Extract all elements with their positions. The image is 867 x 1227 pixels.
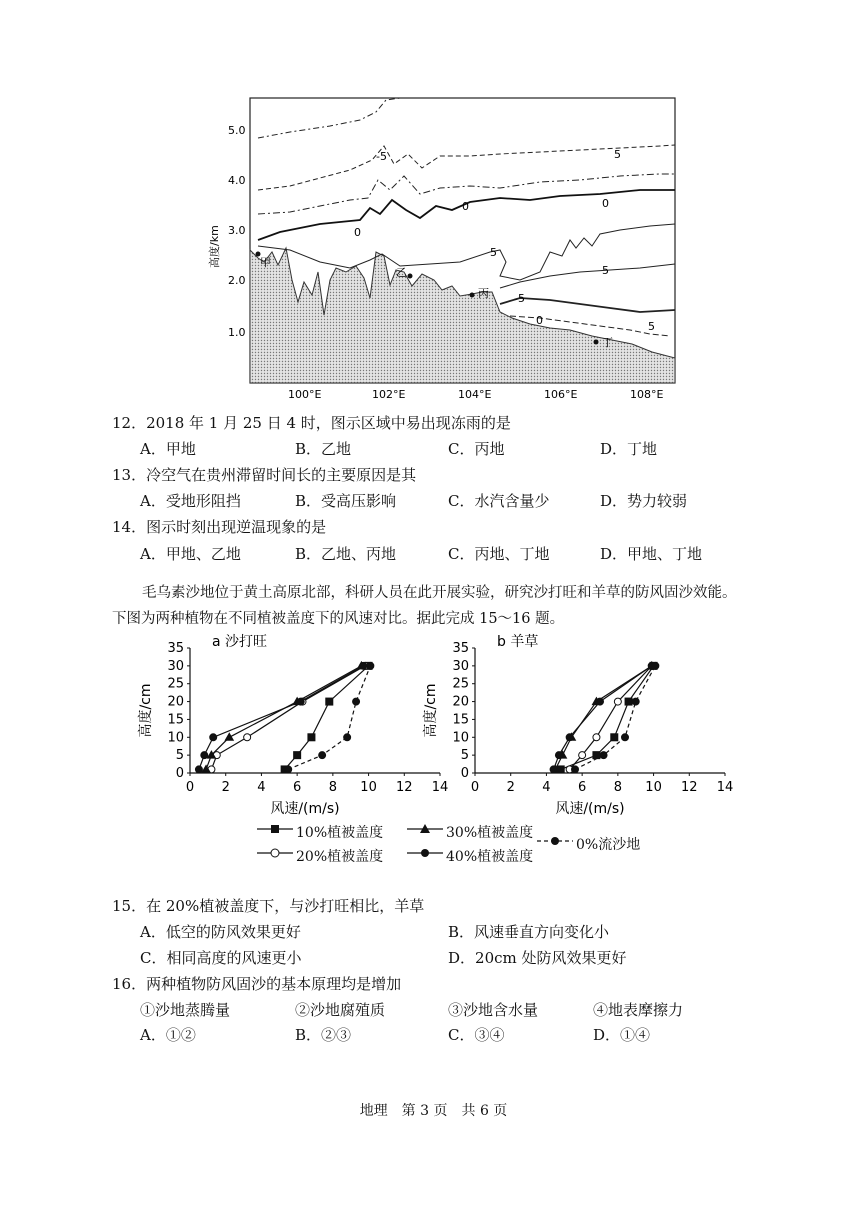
- legend-swatch-40: [405, 846, 445, 860]
- y-tick-label: 10: [167, 730, 184, 746]
- chart-yangcao: [415, 628, 755, 828]
- intro-line-1: 毛乌素沙地位于黄土高原北部，科研人员在此开展实验，研究沙打旺和羊草的防风固沙效能。: [142, 585, 737, 601]
- terrain-area: [250, 248, 675, 383]
- data-point: [201, 752, 208, 759]
- data-point: [210, 734, 217, 741]
- contour-label: 5: [648, 320, 655, 333]
- x-tick-label: 8: [613, 780, 622, 795]
- legend-swatch-0: [535, 834, 575, 848]
- contour-label: 5: [614, 148, 621, 161]
- x-tick-label: 6: [293, 780, 302, 795]
- data-point: [319, 752, 326, 759]
- contour-label: 0: [354, 226, 361, 239]
- contour-label: 5: [602, 264, 609, 277]
- data-point: [550, 766, 557, 773]
- q14-option-d[interactable]: D．甲地、丁地: [600, 545, 703, 563]
- data-point: [225, 733, 233, 740]
- x-tick: 100°E: [288, 388, 322, 401]
- question-12-stem: 12．2018 年 1 月 25 日 4 时，图示区域中易出现冻雨的是: [112, 414, 511, 432]
- q12-option-c[interactable]: C．丙地: [448, 440, 505, 458]
- data-point: [344, 734, 351, 741]
- y-tick-label: 20: [452, 694, 469, 710]
- data-point: [367, 662, 374, 669]
- site-label-jia: 甲: [260, 256, 271, 269]
- chart-shadawang: [130, 628, 460, 828]
- data-point: [326, 698, 333, 705]
- x-tick-label: 10: [645, 780, 662, 795]
- q16-item-3: ③沙地含水量: [448, 1001, 539, 1019]
- y-tick: 2.0: [228, 274, 246, 287]
- data-point: [297, 698, 304, 705]
- q12-option-a[interactable]: A．甲地: [140, 440, 196, 458]
- contour-line: [500, 298, 675, 312]
- contour-label: 5: [490, 246, 497, 259]
- x-tick-label: 0: [185, 780, 195, 795]
- data-point: [294, 752, 301, 759]
- x-tick-label: 4: [542, 780, 551, 795]
- y-tick-label: 15: [167, 712, 184, 728]
- data-point: [360, 662, 367, 669]
- y-tick-label: 30: [452, 658, 469, 674]
- series-line: [211, 666, 365, 770]
- data-point: [597, 698, 604, 705]
- data-point: [566, 734, 573, 741]
- q15-option-a[interactable]: A．低空的防风效果更好: [140, 923, 301, 941]
- legend-label-30: 30%植被盖度: [446, 825, 534, 841]
- data-point: [593, 734, 600, 741]
- y-tick-label: 10: [452, 730, 469, 746]
- contour-line: [258, 190, 675, 240]
- y-tick-label: 35: [452, 641, 469, 656]
- legend-swatch-20: [255, 846, 295, 860]
- q16-item-1: ①沙地蒸腾量: [140, 1001, 231, 1019]
- q12-option-d[interactable]: D．丁地: [600, 440, 658, 458]
- legend-swatch-30: [405, 822, 445, 836]
- legend-label-40: 40%植被盖度: [446, 849, 534, 865]
- data-point: [579, 752, 586, 759]
- site-marker-yi: [408, 274, 413, 279]
- x-tick-label: 8: [328, 780, 337, 795]
- contour-label: -5: [376, 150, 387, 163]
- y-tick-label: 25: [167, 676, 184, 692]
- data-point: [285, 766, 292, 773]
- data-point: [614, 698, 621, 705]
- y-tick-label: 35: [167, 641, 184, 656]
- data-point: [593, 752, 600, 759]
- x-axis-label: 风速/(m/s): [555, 801, 625, 817]
- data-point: [611, 734, 618, 741]
- chart-title: a 沙打旺: [212, 634, 268, 650]
- q14-option-c[interactable]: C．丙地、丁地: [448, 545, 550, 563]
- y-tick-label: 25: [452, 676, 469, 692]
- intro-line-2: 下图为两种植物在不同植被盖度下的风速对比。据此完成 15～16 题。: [112, 611, 565, 627]
- question-15-stem: 15．在 20%植被盖度下，与沙打旺相比，羊草: [112, 897, 425, 915]
- question-13-stem: 13．冷空气在贵州滞留时间长的主要原因是其: [112, 466, 417, 484]
- x-tick: 106°E: [544, 388, 578, 401]
- x-tick-label: 6: [578, 780, 587, 795]
- site-label-bing: 丙: [478, 287, 489, 300]
- legend-label-0: 0%流沙地: [576, 837, 641, 853]
- y-axis-label: 高度/cm: [423, 683, 439, 738]
- y-tick-label: 15: [452, 712, 469, 728]
- page-footer: 地理 第 3 页 共 6 页: [359, 1103, 508, 1119]
- data-point: [308, 734, 315, 741]
- q16-option-d[interactable]: D．①④: [593, 1026, 651, 1044]
- x-tick-label: 14: [431, 780, 449, 795]
- x-tick-label: 2: [506, 780, 515, 795]
- y-tick-label: 20: [167, 694, 184, 710]
- legend-swatch-10: [255, 822, 295, 836]
- question-14-stem: 14．图示时刻出现逆温现象的是: [112, 518, 327, 536]
- q13-option-c[interactable]: C．水汽含量少: [448, 492, 550, 510]
- q16-option-c[interactable]: C．③④: [448, 1026, 505, 1044]
- data-point: [195, 766, 202, 773]
- q16-option-a[interactable]: A．①②: [140, 1026, 196, 1044]
- site-label-ding: 丁: [602, 336, 613, 349]
- legend-label-10: 10%植被盖度: [296, 825, 384, 841]
- q13-option-d[interactable]: D．势力较弱: [600, 492, 688, 510]
- site-marker-ding: [594, 340, 599, 345]
- y-tick-label: 0: [175, 766, 184, 781]
- y-tick-label: 5: [175, 748, 184, 764]
- x-tick: 102°E: [372, 388, 406, 401]
- contour-label: -5: [514, 292, 525, 305]
- cross-section-figure: [200, 90, 690, 410]
- x-tick-label: 10: [360, 780, 377, 795]
- x-tick-label: 4: [257, 780, 266, 795]
- x-tick-label: 0: [470, 780, 480, 795]
- q14-option-a[interactable]: A．甲地、乙地: [140, 545, 241, 563]
- data-point: [244, 734, 251, 741]
- contour-line: [500, 264, 675, 288]
- contour-label: 0: [462, 200, 469, 213]
- data-point: [555, 752, 562, 759]
- q13-option-b[interactable]: B．受高压影响: [295, 492, 397, 510]
- contour-label: 0: [602, 197, 609, 210]
- data-point: [600, 752, 607, 759]
- y-tick-label: 5: [460, 748, 469, 764]
- question-16-stem: 16．两种植物防风固沙的基本原理均是增加: [112, 975, 402, 993]
- x-tick-label: 12: [681, 780, 698, 795]
- q14-option-b[interactable]: B．乙地、丙地: [295, 545, 397, 563]
- y-tick: 4.0: [228, 174, 246, 187]
- q16-item-2: ②沙地腐殖质: [295, 1001, 386, 1019]
- legend-label-20: 20%植被盖度: [296, 849, 384, 865]
- site-label-yi: 乙: [396, 266, 407, 279]
- q16-option-b[interactable]: B．②③: [295, 1026, 352, 1044]
- chart-title: b 羊草: [497, 634, 539, 650]
- site-marker-bing: [470, 293, 475, 298]
- x-tick-label: 2: [221, 780, 230, 795]
- data-point: [353, 698, 360, 705]
- data-point: [625, 698, 632, 705]
- x-axis-label: 风速/(m/s): [270, 801, 340, 817]
- contour-line: [258, 145, 675, 190]
- q15-option-d[interactable]: D．20cm 处防风效果更好: [448, 949, 627, 967]
- x-tick: 104°E: [458, 388, 492, 401]
- x-tick: 108°E: [630, 388, 664, 401]
- y-axis-label: 高度/km: [208, 225, 221, 268]
- data-point: [572, 766, 579, 773]
- q16-item-4: ④地表摩擦力: [593, 1001, 684, 1019]
- q13-option-a[interactable]: A．受地形阻挡: [140, 492, 241, 510]
- q12-option-b[interactable]: B．乙地: [295, 440, 352, 458]
- y-tick: 3.0: [228, 224, 246, 237]
- x-tick-label: 12: [396, 780, 413, 795]
- contour-line: [258, 224, 675, 280]
- q15-option-b[interactable]: B．风速垂直方向变化小: [448, 923, 610, 941]
- y-tick: 5.0: [228, 124, 246, 137]
- y-tick: 1.0: [228, 326, 246, 339]
- y-axis-label: 高度/cm: [138, 683, 154, 738]
- q15-option-c[interactable]: C．相同高度的风速更小: [140, 949, 302, 967]
- contour-line: [258, 98, 400, 138]
- data-point: [652, 662, 659, 669]
- data-point: [632, 698, 639, 705]
- y-tick-label: 30: [167, 658, 184, 674]
- contour-label: 0: [536, 314, 543, 327]
- x-tick-label: 14: [716, 780, 734, 795]
- data-point: [622, 734, 629, 741]
- y-tick-label: 0: [460, 766, 469, 781]
